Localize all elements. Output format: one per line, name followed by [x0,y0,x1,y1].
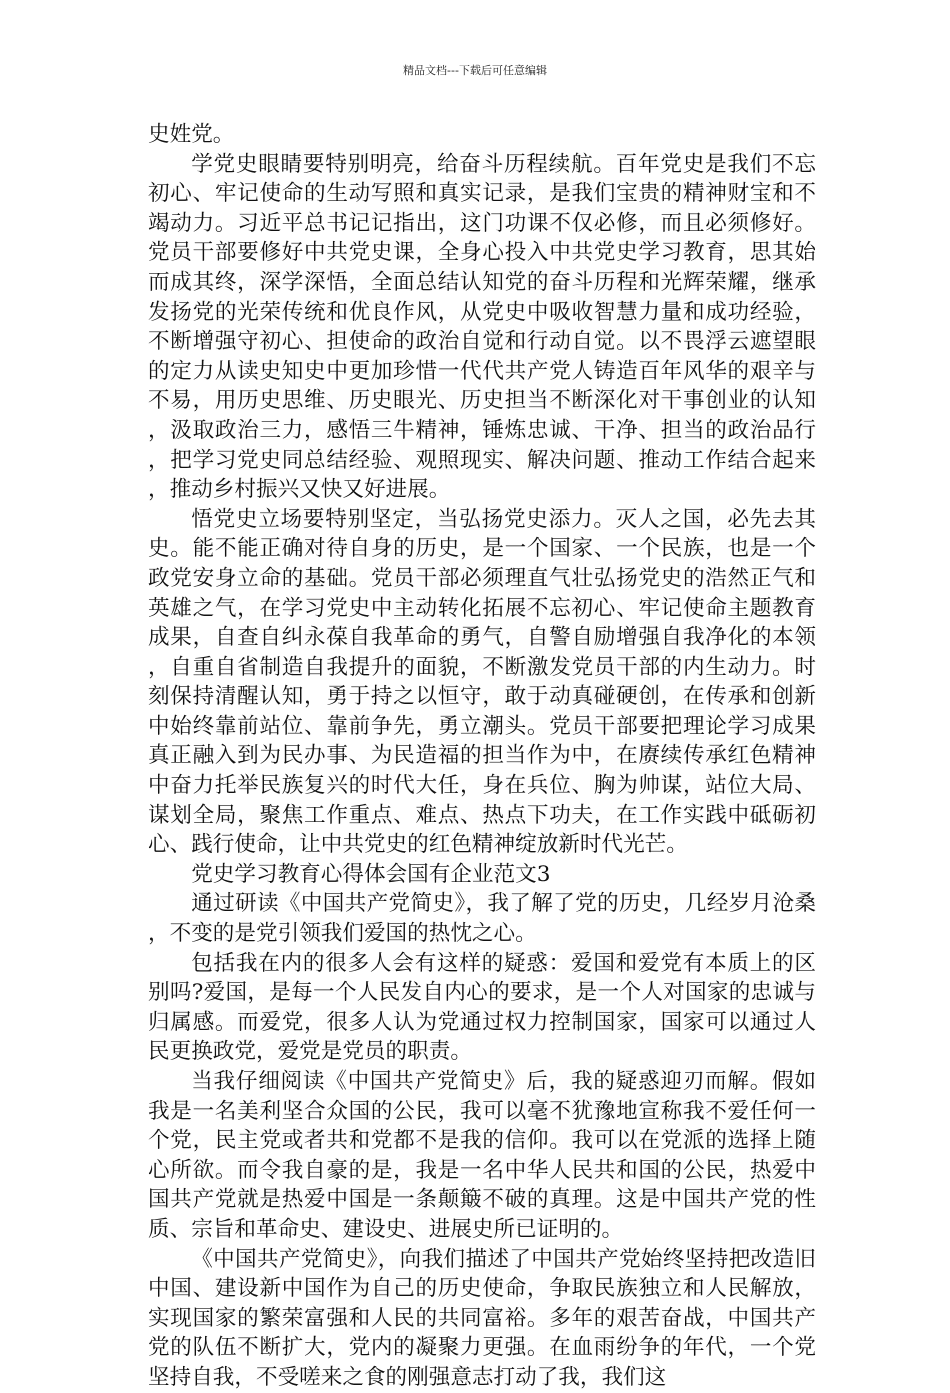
document-body [148,120,816,1393]
paragraph: 通过研读《中国共产党简史》，我了解了党的历史，几经岁月沧桑，不变的是党引领我们爱国的热忱之心。 [148,891,816,947]
paragraph: 《中国共产党简史》，向我们描述了中国共产党始终坚持把改造旧中国、建设新中国作为自己的历史使命，争取民族独立和人民解放，实现国家的繁荣富强和人民的共同富裕。多年的艰苦奋战，中国共产党的队伍不断扩大，党内的凝聚力更强。在血雨纷争的年代，一个党坚持自我，不受嗟来之食的刚强意志打动了我，我们这 [148,1246,816,1390]
paragraph: 学党史眼睛要特别明亮，给奋斗历程续航。百年党史是我们不忘初心、牢记使命的生动写照和真实记录，是我们宝贵的精神财宝和不竭动力。习近平总书记记指出，这门功课不仅必修，而且必须修好。党员干部要修好中共党史课，全身心投入中共党史学习教育，思其始而成其终，深学深悟，全面总结认知党的奋斗历程和光辉荣耀，继承发扬党的光荣传统和优良作风，从党史中吸收智慧力量和成功经验，不断增强守初心、担使命的政治自觉和行动自觉。以不畏浮云遮望眼的定力从读史知史中更加珍惜一代代共产党人铸造百年风华的艰辛与不易，用历史思维、历史眼光、历史担当不断深化对干事创业的认知，汲取政治三力，感悟三牛精神，锤炼忠诚、干净、担当的政治品行，把学习党史同总结经验、观照现实、解决问题、推动工作结合起来，推动乡村振兴又快又好进展。 [148,151,816,503]
paragraph: 包括我在内的很多人会有这样的疑惑：爱国和爱党有本质上的区别吗?爱国，是每一个人民发自内心的要求，是一个人对国家的忠诚与归属感。而爱党，很多人认为党通过权力控制国家，国家可以通过人民更换政党，爱党是党员的职责。 [148,950,816,1065]
paragraph: 悟党史立场要特别坚定，当弘扬党史添力。灭人之国，必先去其史。能不能正确对待自身的历史，是一个国家、一个民族，也是一个政党安身立命的基础。党员干部必须理直气壮弘扬党史的浩然正气和英雄之气，在学习党史中主动转化拓展不忘初心、牢记使命主题教育成果，自查自纠永葆自我革命的勇气，自警自励增强自我净化的本领，自重自省制造自我提升的面貌，不断激发党员干部的内生动力。时刻保持清醒认知，勇于持之以恒守，敢于动真碰硬创，在传承和创新中始终靠前站位、靠前争先，勇立潮头。党员干部要把理论学习成果真正融入到为民办事、为民造福的担当作为中，在赓续传承红色精神中奋力托举民族复兴的时代大任，身在兵位、胸为帅谋，站位大局、谋划全局，聚焦工作重点、难点、热点下功夫，在工作实践中砥砺初心、践行使命，让中共党史的红色精神绽放新时代光芒。 [148,506,816,858]
paragraph: 史姓党。 [148,122,235,147]
section-heading: 党史学习教育心得体会国有企业范文3 [191,861,551,887]
paragraph: 当我仔细阅读《中国共产党简史》后，我的疑惑迎刃而解。假如我是一名美利坚合众国的公民，我可以毫不犹豫地宣称我不爱任何一个党，民主党或者共和党都不是我的信仰。我可以在党派的选择上随心所欲。而令我自豪的是，我是一名中华人民共和国的公民，热爱中国共产党就是热爱中国是一条颠簸不破的真理。这是中国共产党的性质、宗旨和革命史、建设史、进展史所已证明的。 [148,1069,816,1242]
page-header: 精品文档---下载后可任意编辑 [403,64,547,77]
